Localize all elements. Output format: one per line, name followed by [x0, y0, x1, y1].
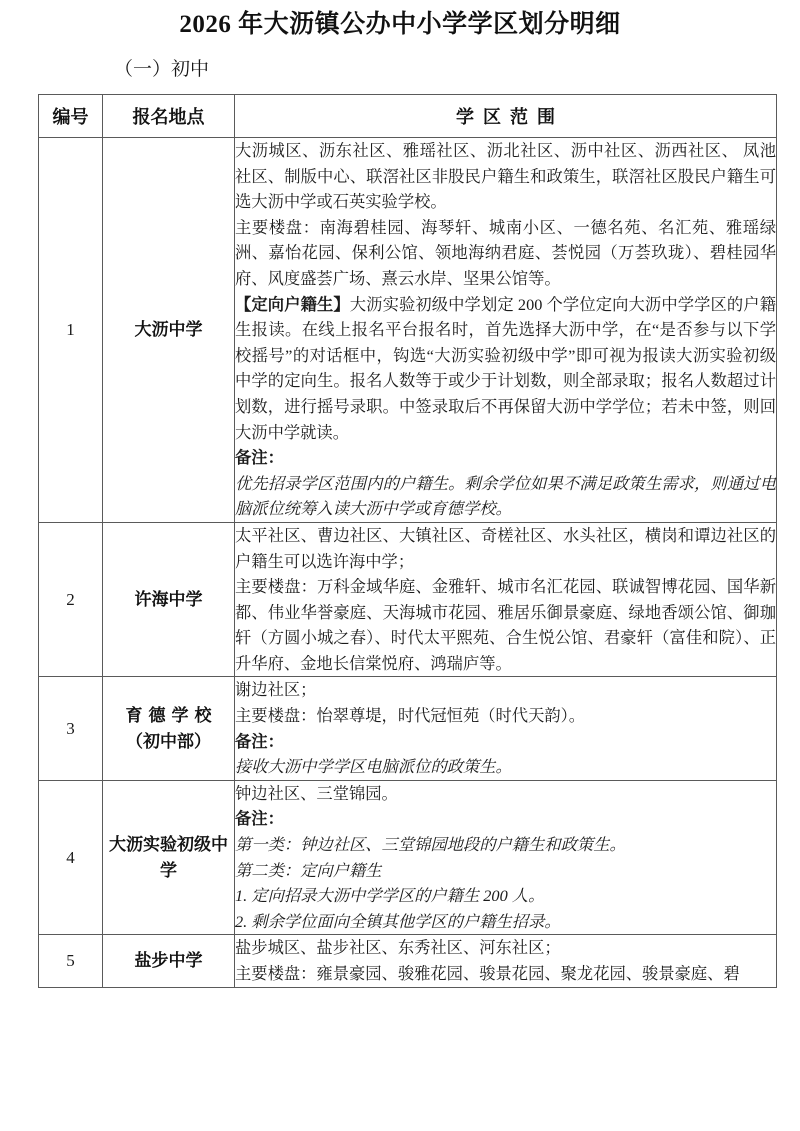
- table-row: [39, 780, 777, 935]
- row-number: 4: [39, 780, 103, 935]
- scope-paragraph-text: 大沥实验初级中学划定 200 个学位定向大沥中学学区的户籍生报读。在线上报名平台报名时，首先选择大沥中学，在“是否参与以下学校摇号”的对话框中，钩选“大沥实验初级中学”即可视为报读大沥实验初级中学的定向生。报名人数等于或少于计划数，则全部录取；报名人数超过计划数，进行摇号录职。中签录取后不再保留大沥中学学位；若未中签，则回大沥中学就读。: [235, 294, 776, 442]
- scope-paragraph: 大沥城区、沥东社区、雅瑶社区、沥北社区、沥中社区、沥西社区、 凤池社区、制版中心、联滘社区非股民户籍生和政策生，联滘社区股民户籍生可选大沥中学或石英实验学校。: [235, 141, 776, 212]
- scope-paragraph: 主要楼盘：万科金域华庭、金雅轩、城市名汇花园、联诚智博花园、国华新都、伟业华誉豪庭、天海城市花园、雅居乐御景豪庭、绿地香颂公馆、御珈轩（方圆小城之春）、时代太平熙苑、合生悦公馆、君豪轩（富佳和院）、正升华府、金地长信棠悦府、鸿瑞庐等。: [235, 577, 776, 673]
- zone-scope: [235, 677, 777, 780]
- registration-site: [103, 677, 235, 780]
- remark-label: 备注：: [235, 448, 284, 468]
- registration-site-name: 育德学校: [125, 705, 218, 725]
- page-title: 2026 年大沥镇公办中小学学区划分明细: [179, 11, 621, 38]
- school-zone-table: [38, 94, 777, 988]
- registration-site-name: 许海中学: [134, 589, 203, 609]
- remark-text: 1. 定向招录大沥中学学区的户籍生 200 人。: [235, 886, 545, 906]
- registration-site-name: 盐步中学: [134, 951, 203, 970]
- column-header-site: 报名地点: [103, 95, 235, 138]
- zone-scope: [235, 780, 777, 935]
- row-number: 2: [39, 522, 103, 677]
- table-header-row: [39, 95, 777, 138]
- remark-text: 优先招录学区范围内的户籍生。剩余学位如果不满足政策生需求，则通过电脑派位统筹入读大沥中学或育德学校。: [235, 473, 776, 519]
- remark-text: 第一类：钟边社区、三堂锦园地段的户籍生和政策生。: [235, 835, 626, 855]
- table-row: [39, 138, 777, 523]
- registration-site: [103, 138, 235, 523]
- section-label: （一）初中: [114, 59, 210, 80]
- registration-site-name: 大沥实验初级中学: [109, 834, 228, 880]
- registration-site: [103, 522, 235, 677]
- remark-text: 2. 剩余学位面向全镇其他学区的户籍生招录。: [235, 911, 561, 931]
- scope-paragraph-directed: [235, 292, 776, 446]
- scope-paragraph: 钟边社区、三堂锦园。: [235, 783, 398, 803]
- scope-paragraph: 主要楼盘：南海碧桂园、海琴轩、城南小区、一德名苑、名汇苑、雅瑶绿洲、嘉怡花园、保利公馆、领地海纳君庭、荟悦园（万荟玖珑）、碧桂园华府、风度盛荟广场、熹云水岸、坚果公馆等。: [235, 217, 776, 288]
- scope-paragraph: 盐步城区、盐步社区、东秀社区、河东社区；: [235, 938, 561, 958]
- row-number: 5: [39, 935, 103, 987]
- scope-paragraph: 主要楼盘：怡翠尊堤，时代冠恒苑（时代天韵）。: [235, 706, 586, 726]
- zone-scope: [235, 138, 777, 523]
- zone-scope: [235, 522, 777, 677]
- remark-text: 第二类：定向户籍生: [235, 860, 382, 880]
- row-number: 1: [39, 138, 103, 523]
- column-header-number: 编号: [39, 95, 103, 138]
- zone-scope: [235, 935, 777, 987]
- scope-paragraph: 主要楼盘：雍景豪园、骏雅花园、骏景花园、聚龙花园、骏景豪庭、碧: [235, 964, 740, 983]
- remark-label: 备注：: [235, 809, 284, 829]
- registration-site: [103, 780, 235, 935]
- table-row: [39, 935, 777, 987]
- directed-household-label: 【定向户籍生】: [235, 294, 350, 314]
- table-body: [39, 138, 777, 988]
- column-header-scope: 学区范围: [235, 95, 777, 138]
- registration-site-subname: （初中部）: [126, 731, 211, 751]
- registration-site-name: 大沥中学: [134, 319, 203, 339]
- table-row: [39, 522, 777, 677]
- remark-text: 接收大沥中学学区电脑派位的政策生。: [235, 757, 512, 777]
- registration-site: [103, 935, 235, 987]
- scope-paragraph: 太平社区、曹边社区、大镇社区、奇槎社区、水头社区，横岗和谭边社区的户籍生可以选许海中学；: [235, 525, 776, 571]
- scope-paragraph: 谢边社区；: [235, 680, 317, 700]
- remark-label: 备注：: [235, 731, 284, 751]
- row-number: 3: [39, 677, 103, 780]
- table-row: [39, 677, 777, 780]
